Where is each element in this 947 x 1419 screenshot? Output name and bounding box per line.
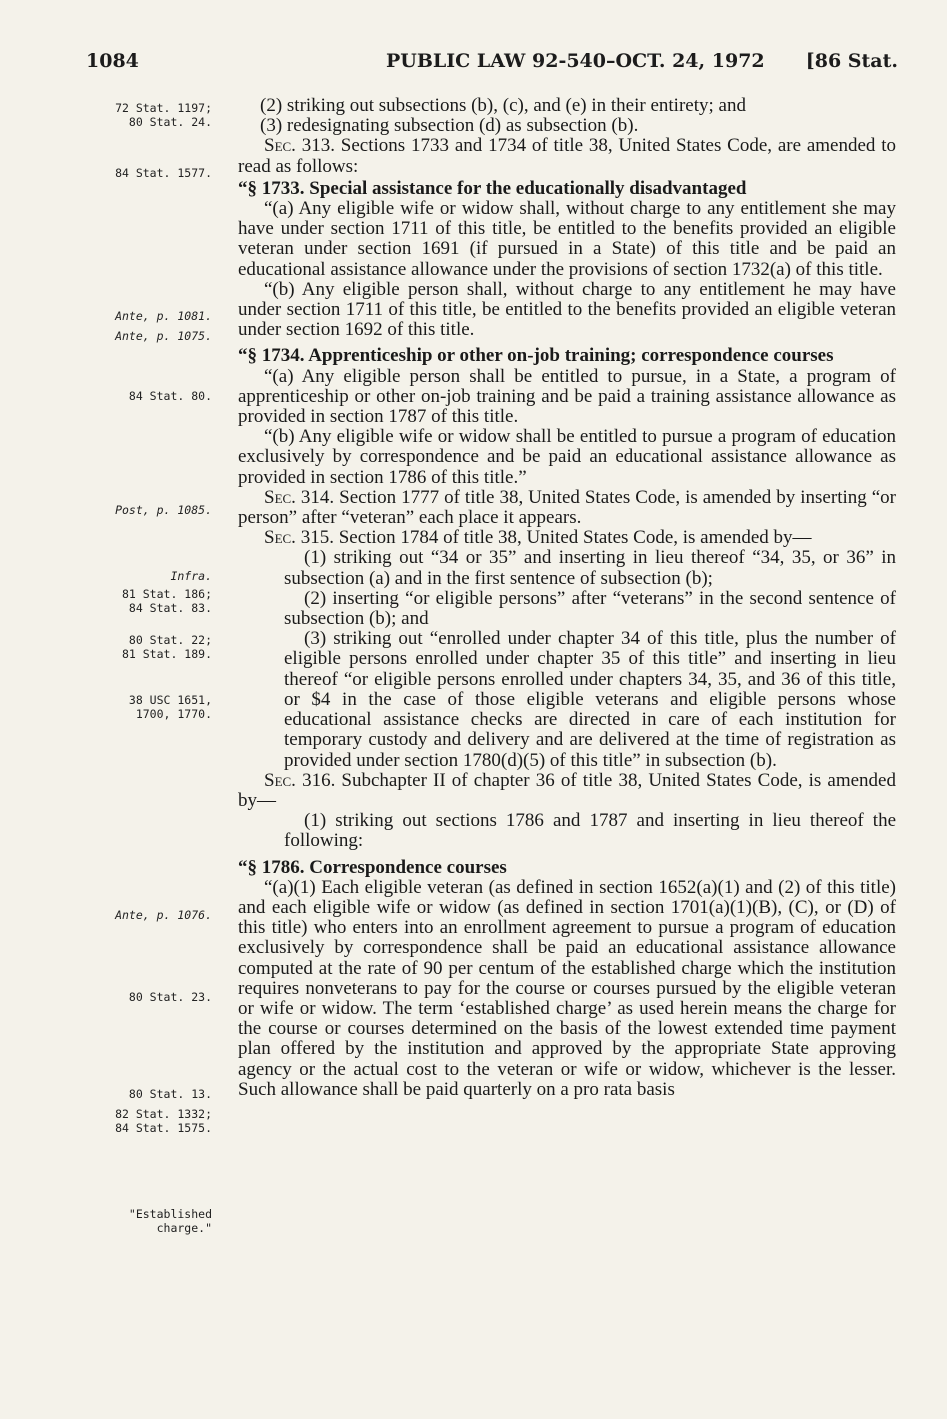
paragraph: (2) inserting “or eligible persons” after “veterans” in the second sentence of subsection (b); and [284, 587, 896, 630]
paragraph: Sec. 314. Section 1777 of title 38, United States Code, is amended by inserting “or person” after “veteran” each place it appears. [238, 486, 896, 529]
margin-note: 81 Stat. 186; 84 Stat. 83. [121, 587, 212, 615]
margin-note: 82 Stat. 1332; 84 Stat. 1575. [115, 1107, 212, 1135]
margin-note: 80 Stat. 22; 81 Stat. 189. [121, 633, 212, 661]
margin-note: Post, p. 1085. [115, 503, 212, 517]
page-number: 1084 [86, 50, 139, 72]
paragraph: Sec. 313. Sections 1733 and 1734 of title 38, United States Code, are amended to read as follows: [238, 135, 896, 177]
paragraph: “(a) Any eligible person shall be entitled to pursue, in a State, a program of apprenticeship or other on-job training and be paid a training assistance allowance as provided in section 1787 of this title. [238, 365, 896, 428]
margin-note: Ante, p. 1081. [115, 309, 212, 323]
margin-note: 84 Stat. 80. [128, 389, 212, 403]
paragraph: (2) striking out subsections (b), (c), and (e) in their entirety; and [260, 95, 746, 116]
section-heading: “§ 1733. Special assistance for the educationally disadvantaged [238, 177, 747, 199]
margin-note: 84 Stat. 1577. [115, 166, 212, 180]
section-heading: “§ 1734. Apprenticeship or other on-job training; correspondence courses [238, 345, 834, 367]
page-header [86, 50, 898, 84]
paragraph: “(a)(1) Each eligible veteran (as defined in section 1652(a)(1) and (2) of this title) and each eligible wife or widow (as defined in section 1701(a)(1)(B), (C), or (D) of this title) who enters into an enrollment agreement to pursue a program of education exclusively by correspondence shall be paid an educational assistance allowance computed at the rate of 90 per centum of the established charge which the institution requires nonveterans to pay for the course or courses pursued by the eligible veteran or wife or widow. The term ‘established charge’ as used herein means the charge for the course or courses determined on the basis of the lowest extended time payment plan offered by the institution and approved by the appropriate State approving agency or the actual cost to the veteran or wife or widow, whichever is the lesser. Such allowance shall be paid quarterly on a pro rata basis [238, 876, 896, 1100]
margin-note: "Established charge." [128, 1207, 212, 1235]
paragraph: (3) striking out “enrolled under chapter 34 of this title, plus the number of eligible persons enrolled under chapter 35 of this title” and inserting in lieu thereof “or eligible persons enrolled under chapters 34, 35, and 36 of this title, or $4 in the case of those eligible veterans and eligible persons whose educational assistance checks are directed in care of each institution for temporary custody and delivery and are delivered at the time of registration as provided under section 1780(d)(5) of this title” in subsection (b). [284, 628, 896, 771]
margin-note: 72 Stat. 1197; 80 Stat. 24. [115, 101, 212, 129]
paragraph: “(b) Any eligible wife or widow shall be entitled to pursue a program of education exclusively by correspondence and be paid an educational assistance allowance as provided in section 1786 of this title.” [238, 426, 896, 488]
margin-note: 80 Stat. 13. [128, 1087, 212, 1101]
paragraph: (3) redesignating subsection (d) as subsection (b). [260, 115, 639, 137]
paragraph: (1) striking out “34 or 35” and inserting in lieu thereof “34, 35, or 36” in subsection (a) and in the first sentence of subsection (b); [284, 547, 896, 589]
body-text [238, 96, 896, 1100]
margin-note: Ante, p. 1075. [115, 329, 212, 343]
paragraph: Sec. 316. Subchapter II of chapter 36 of title 38, United States Code, is amended by— [238, 769, 896, 811]
margin-note: 80 Stat. 23. [128, 990, 212, 1004]
margin-note: Ante, p. 1076. [115, 908, 212, 922]
margin-note: Infra. [170, 569, 212, 583]
section-heading: “§ 1786. Correspondence courses [238, 856, 507, 878]
paragraph: “(b) Any eligible person shall, without charge to any entitlement he may have under section 1711 of this title, be entitled to the benefits provided an eligible veteran under section 1692 of this title. [238, 278, 896, 341]
paragraph: “(a) Any eligible wife or widow shall, without charge to any entitlement she may have under section 1711 of this title, be entitled to the benefits provided an eligible veteran under section 1691 (if pursued in a State) of this title and be paid an educational assistance allowance under the provisions of section 1732(a) of this title. [238, 198, 896, 280]
statute-reference: [86 Stat. [805, 50, 898, 72]
paragraph: Sec. 315. Section 1784 of title 38, United States Code, is amended by— [264, 527, 812, 549]
paragraph: (1) striking out sections 1786 and 1787 and inserting in lieu thereof the following: [284, 810, 896, 852]
margin-note: 38 USC 1651, 1700, 1770. [128, 693, 212, 721]
running-title: PUBLIC LAW 92-540–OCT. 24, 1972 [386, 50, 765, 72]
